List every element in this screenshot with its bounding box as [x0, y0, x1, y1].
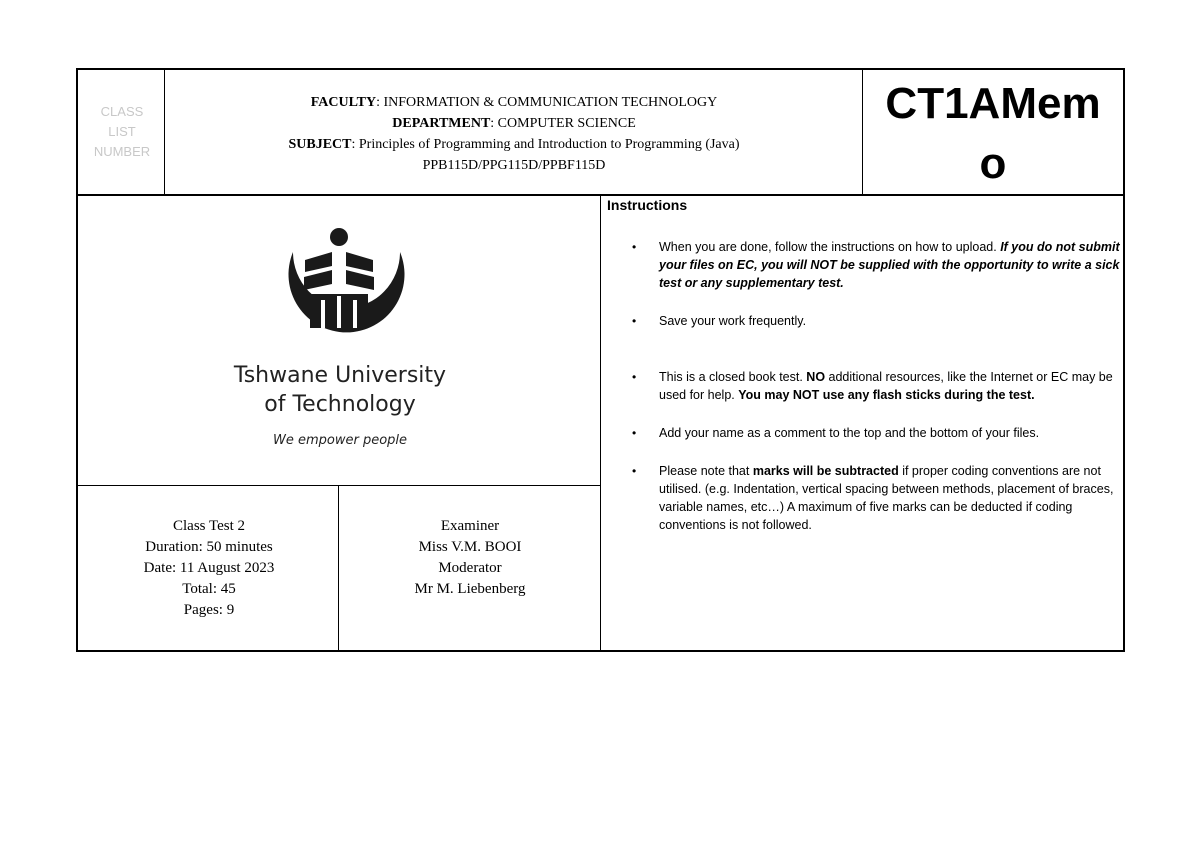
document-code-line2: o [979, 139, 1007, 188]
divider-test-info [338, 486, 339, 651]
instruction-text: additional resources, like the Internet or EC may be used for help. [659, 370, 1113, 402]
class-list-line: NUMBER [93, 144, 151, 159]
instruction-text: Please note that [659, 464, 753, 478]
subject-label: SUBJECT [288, 137, 352, 152]
bullet-icon: • [632, 314, 637, 328]
divider-title [862, 69, 863, 195]
test-pages: Pages: 9 [183, 602, 235, 618]
moderator-name: Mr M. Liebenberg [414, 581, 526, 597]
document-code [865, 74, 1121, 194]
divider-instructions [600, 195, 601, 651]
tut-logo-icon [200, 222, 480, 357]
instruction-text: When you are done, follow the instructions on how to upload. [659, 240, 1001, 254]
test-name: Class Test 2 [172, 518, 245, 534]
bullet-icon: • [632, 464, 637, 478]
university-name-line2: of Technology [264, 392, 416, 417]
bullet-icon: • [632, 426, 637, 440]
test-duration: Duration: 50 minutes [145, 539, 273, 555]
instruction-emphasis: marks will be subtracted [752, 464, 899, 478]
class-list-number [80, 102, 164, 162]
instruction-text: This is a closed book test. [659, 370, 807, 384]
instruction-emphasis: You may NOT use any flash sticks during the test. [738, 388, 1035, 402]
test-total: Total: 45 [182, 581, 236, 597]
faculty-label: FACULTY [310, 95, 377, 110]
test-info [80, 516, 338, 621]
instruction-text: if proper coding conventions are not utilised. (e.g. Indentation, vertical spacing between methods, placement of braces, variable names, etc…) A maximum of five marks can be deducted if coding conventions is not followed. [659, 464, 1114, 532]
instructions-list [632, 238, 1122, 534]
test-date: Date: 11 August 2023 [143, 560, 275, 576]
department-value: : COMPUTER SCIENCE [490, 116, 636, 131]
list-item [632, 424, 1122, 442]
university-name-line1: Tshwane University [233, 363, 447, 388]
course-codes: PPB115D/PPG115D/PPBF115D [422, 158, 606, 173]
department-line [166, 113, 862, 134]
examiner-label: Examiner [440, 518, 500, 534]
class-list-line: LIST [108, 124, 136, 139]
class-list-line: CLASS [100, 104, 144, 119]
examiner-name: Miss V.M. BOOI [418, 539, 522, 555]
tut-logo-emblem [200, 222, 480, 352]
instruction-text: Save your work frequently. [659, 314, 807, 328]
divider-class-list [164, 69, 165, 195]
subject-value: : Principles of Programming and Introduction to Programming (Java) [351, 137, 740, 152]
header-details [166, 92, 862, 176]
list-item [632, 368, 1122, 404]
subject-line [166, 134, 862, 155]
moderator-label: Moderator [438, 560, 502, 576]
instruction-text: Add your name as a comment to the top and the bottom of your files. [659, 426, 1040, 440]
list-item [632, 462, 1122, 534]
instruction-emphasis: If you do not submit your files on EC, you will NOT be supplied with the opportunity to write a sick test or any supplementary test. [659, 240, 1120, 290]
department-label: DEPARTMENT [392, 116, 491, 131]
university-motto: We empower people [272, 433, 408, 448]
faculty-value: : INFORMATION & COMMUNICATION TECHNOLOGY [376, 95, 718, 110]
list-item [632, 312, 1122, 330]
bullet-icon: • [632, 370, 637, 384]
instructions-title: Instructions [607, 197, 688, 213]
bullet-icon: • [632, 240, 637, 254]
staff-info [340, 516, 600, 600]
faculty-line [166, 92, 862, 113]
instruction-emphasis: NO [806, 370, 826, 384]
list-item [632, 238, 1122, 292]
document-code-line1: CT1AMem [885, 79, 1101, 128]
university-name [170, 361, 510, 419]
